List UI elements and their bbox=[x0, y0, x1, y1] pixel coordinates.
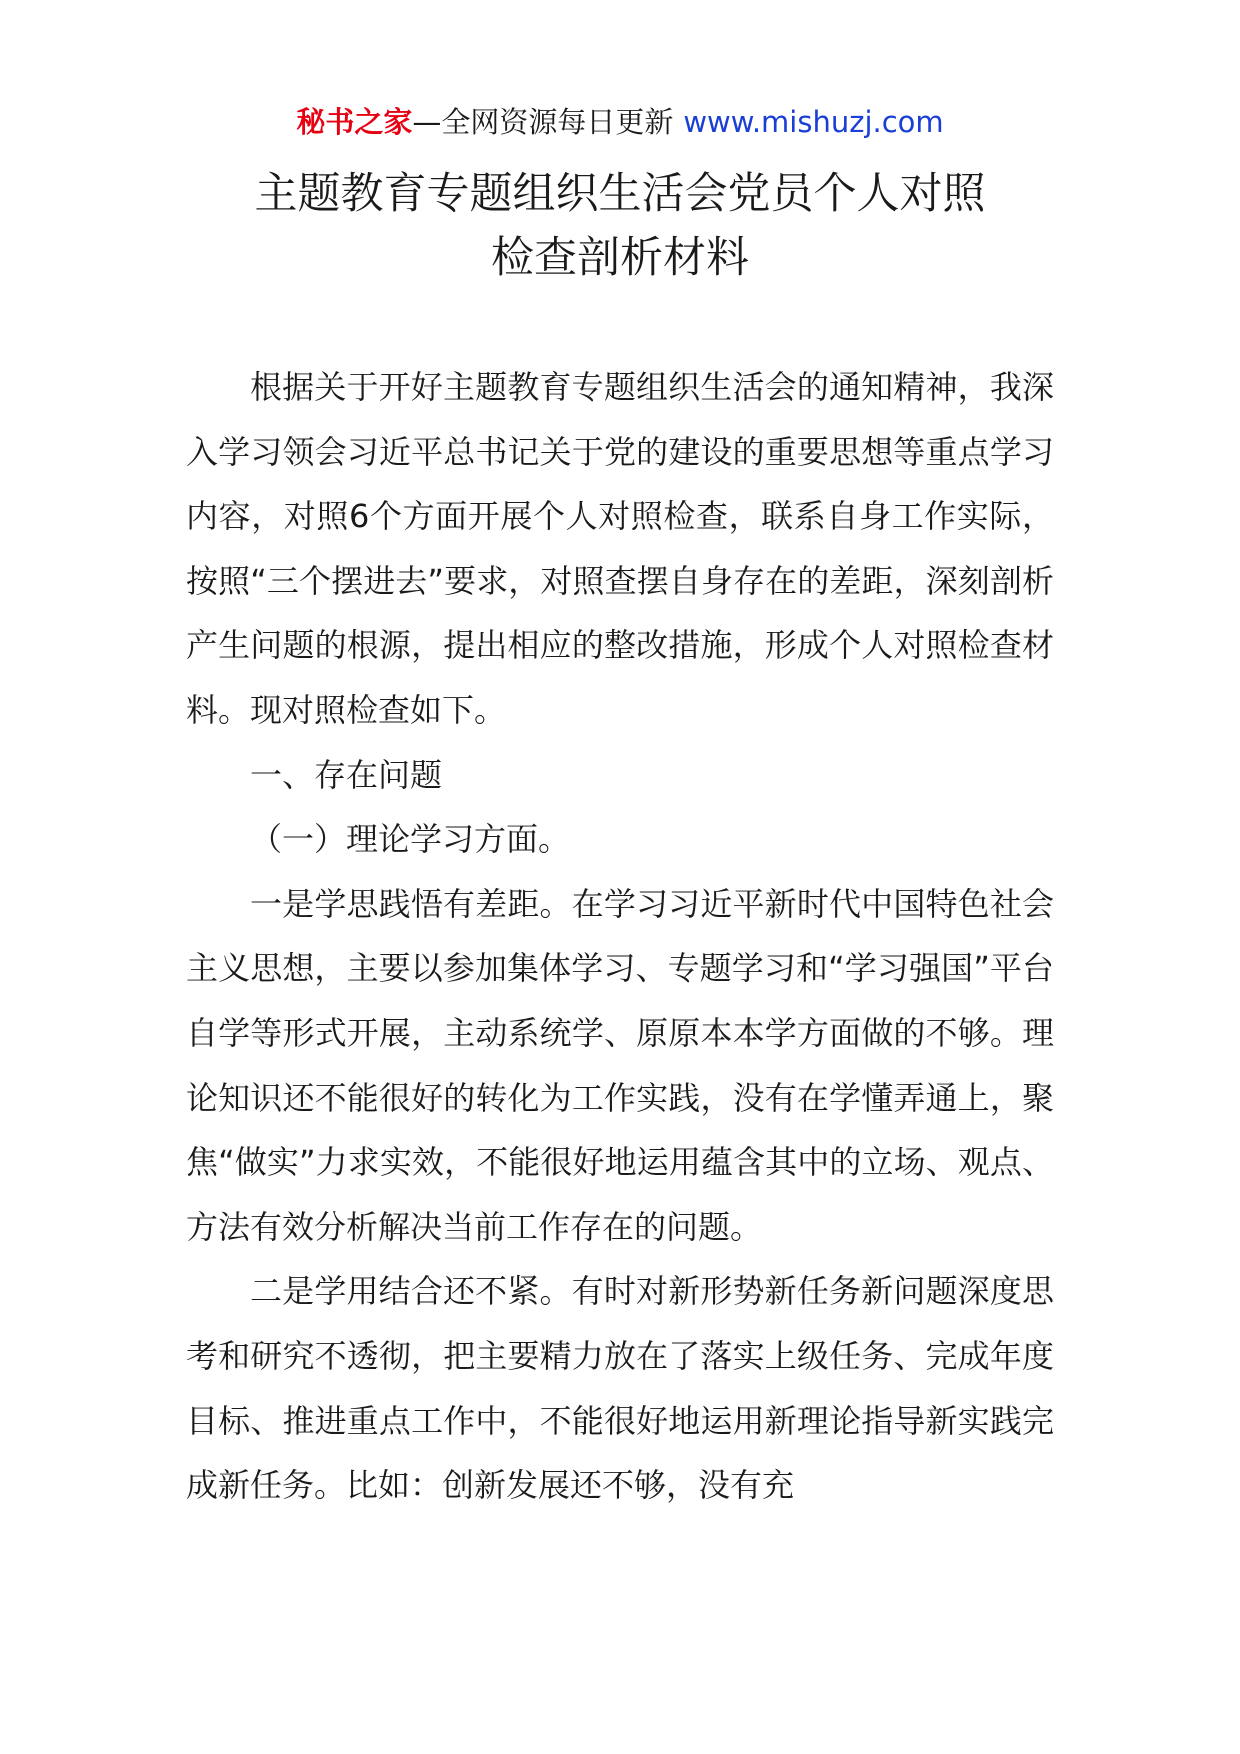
site-header bbox=[0, 102, 1240, 142]
point-two-paragraph: 二是学用结合还不紧。有时对新形势新任务新问题深度思考和研究不透彻，把主要精力放在了落实上级任务、完成年度目标、推进重点工作中，不能很好地运用新理论指导新实践完成新任务。比如：创新发展还不够，没有充 bbox=[186, 1272, 1054, 1505]
site-url-link[interactable]: www.mishuzj.com bbox=[683, 105, 944, 139]
subsection-heading: （一）理论学习方面。 bbox=[250, 820, 571, 859]
document-body bbox=[186, 355, 1054, 1518]
header-slogan: —全网资源每日更新 bbox=[412, 105, 674, 139]
section-heading: 一、存在问题 bbox=[250, 755, 443, 794]
document-title bbox=[0, 162, 1240, 290]
brand-name: 秘书之家 bbox=[296, 105, 413, 139]
point-one-paragraph: 一是学思践悟有差距。在学习习近平新时代中国特色社会主义思想，主要以参加集体学习、专题学习和“学习强国”平台自学等形式开展，主动系统学、原原本本学方面做的不够。理论知识还不能很好的转化为工作实践，没有在学懂弄通上，聚焦“做实”力求实效，不能很好地运用蕴含其中的立场、观点、方法有效分析解决当前工作存在的问题。 bbox=[186, 884, 1054, 1246]
title-line-1: 主题教育专题组织生活会党员个人对照 bbox=[254, 169, 986, 219]
title-line-2: 检查剖析材料 bbox=[491, 233, 749, 283]
intro-paragraph: 根据关于开好主题教育专题组织生活会的通知精神，我深入学习领会习近平总书记关于党的建设的重要思想等重点学习内容，对照6个方面开展个人对照检查，联系自身工作实际，按照“三个摆进去”要求，对照查摆自身存在的差距，深刻剖析产生问题的根源，提出相应的整改措施，形成个人对照检查材料。现对照检查如下。 bbox=[186, 368, 1054, 729]
